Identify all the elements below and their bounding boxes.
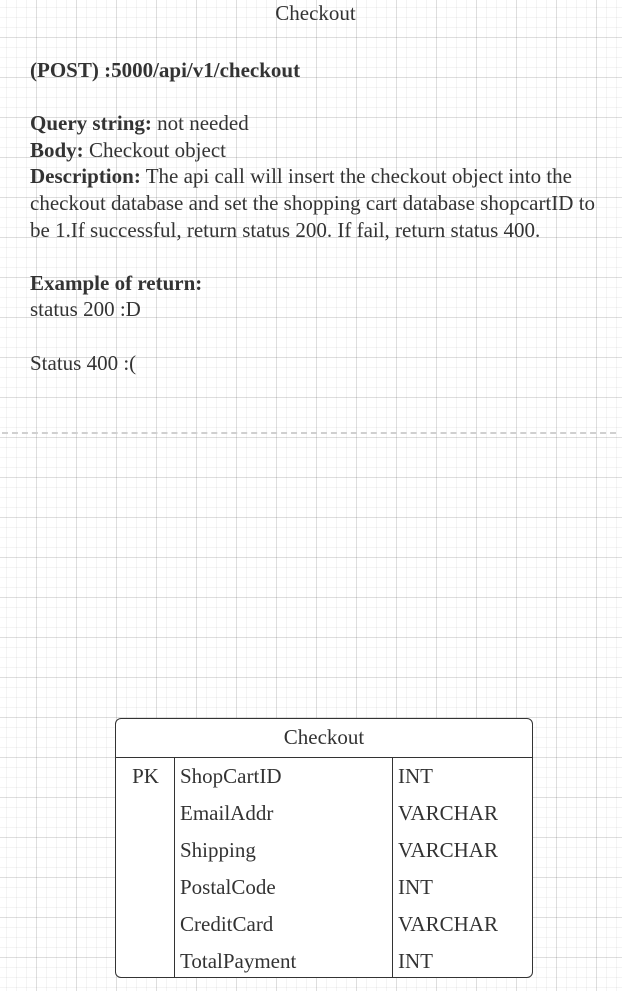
- primary-key-marker: PK: [132, 764, 159, 788]
- body-line: [30, 137, 610, 164]
- dashed-divider: [2, 432, 616, 434]
- table-row[interactable]: [116, 795, 532, 832]
- checkout-entity-table[interactable]: [115, 718, 533, 978]
- table-row[interactable]: [116, 832, 532, 869]
- field-type: VARCHAR: [398, 912, 498, 936]
- example-success: status 200 :D: [30, 297, 141, 322]
- query-string-line: [30, 110, 610, 137]
- field-type: VARCHAR: [398, 838, 498, 862]
- field-name: CreditCard: [180, 912, 274, 936]
- api-endpoint: (POST) :5000/api/v1/checkout: [30, 58, 301, 82]
- field-name: Shipping: [180, 838, 256, 862]
- table-row[interactable]: [116, 758, 532, 795]
- table-row[interactable]: [116, 869, 532, 906]
- field-type: INT: [398, 949, 433, 973]
- api-description-block[interactable]: [30, 57, 610, 376]
- page-title: Checkout: [275, 1, 356, 25]
- table-row[interactable]: [116, 906, 532, 943]
- body-label: Body:: [30, 137, 84, 162]
- entity-title: Checkout: [116, 719, 532, 758]
- field-name: TotalPayment: [180, 949, 297, 973]
- example-label: Example of return:: [30, 270, 203, 295]
- field-type: INT: [398, 764, 433, 788]
- description-value: The api call will insert the checkout object into the checkout database and set the shopping cart database shopcartID to be 1.If successful, return status 200. If fail, return status 400.: [30, 164, 596, 242]
- description-label: Description:: [30, 164, 141, 189]
- query-string-label: Query string:: [30, 111, 152, 136]
- example-fail: Status 400 :(: [30, 350, 137, 375]
- query-string-value: not needed: [157, 111, 249, 136]
- table-row[interactable]: [116, 943, 532, 978]
- field-type: VARCHAR: [398, 801, 498, 825]
- field-name: PostalCode: [180, 875, 276, 899]
- body-value: Checkout object: [88, 137, 226, 162]
- field-type: INT: [398, 875, 433, 899]
- description-line: [30, 163, 610, 243]
- field-name: EmailAddr: [180, 801, 274, 825]
- field-name: ShopCartID: [180, 764, 282, 788]
